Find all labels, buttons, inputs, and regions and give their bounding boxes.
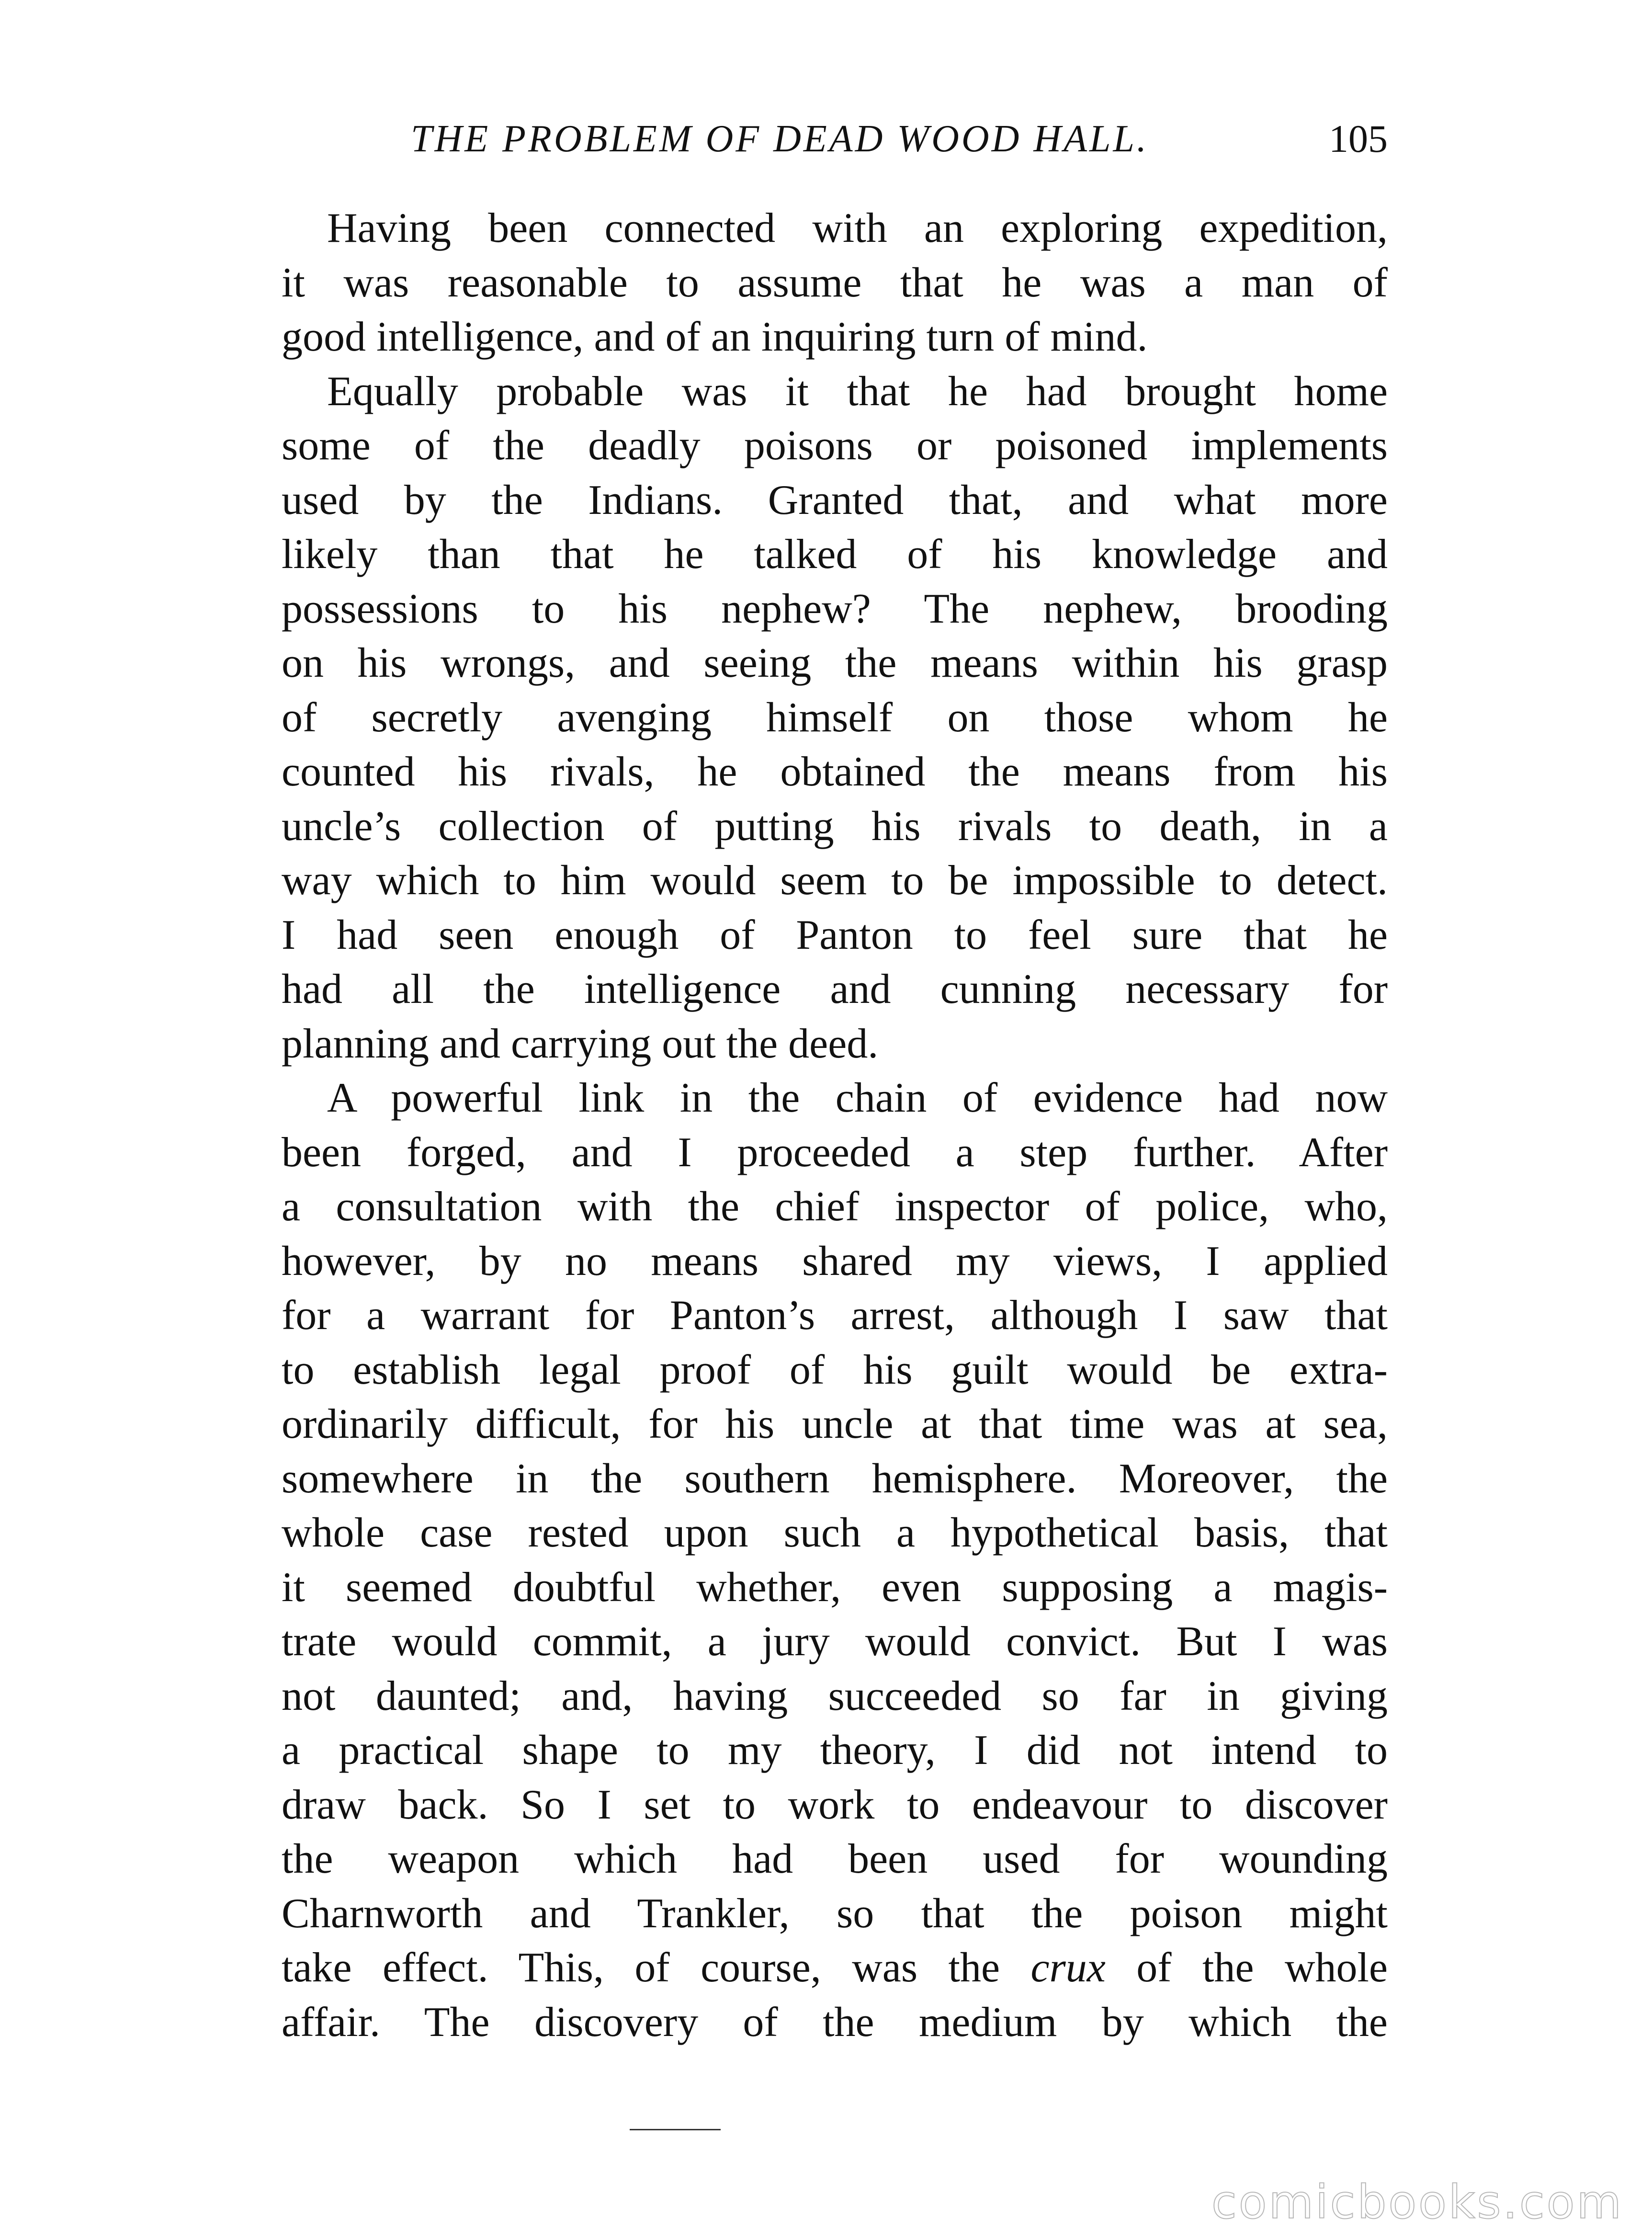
- body-text: [282, 201, 1388, 2049]
- running-head: [282, 115, 1388, 163]
- text-line: likely than that he talked of his knowledge and: [282, 531, 1388, 578]
- text-line: ordinarily difficult, for his uncle at that time was at sea,: [282, 1401, 1388, 1447]
- text-line: the weapon which had been used for wounding: [282, 1836, 1388, 1882]
- text-line: draw back. So I set to work to endeavour to discover: [282, 1781, 1388, 1828]
- text-line: I had seen enough of Panton to feel sure that he: [282, 911, 1388, 958]
- text-line: it was reasonable to assume that he was a man of: [282, 259, 1388, 306]
- text-line: for a warrant for Panton’s arrest, although I saw that: [282, 1292, 1388, 1339]
- text-line: not daunted; and, having succeeded so far in giving: [282, 1672, 1388, 1719]
- text-line: take effect. This, of course, was the crux of the whole: [282, 1945, 1388, 1991]
- text-line: possessions to his nephew? The nephew, brooding: [282, 585, 1388, 632]
- text-line: some of the deadly poisons or poisoned implements: [282, 422, 1388, 469]
- text-line: affair. The discovery of the medium by which the: [282, 1999, 1388, 2046]
- text-line: of secretly avenging himself on those whom he: [282, 694, 1388, 741]
- running-title: THE PROBLEM OF DEAD WOOD HALL.: [411, 118, 1149, 160]
- text-line: to establish legal proof of his guilt would be extra-: [282, 1346, 1388, 1393]
- text-line: it seemed doubtful whether, even supposing a magis-: [282, 1564, 1388, 1611]
- text-line: uncle’s collection of putting his rivals to death, in a: [282, 803, 1388, 850]
- text-line: A powerful link in the chain of evidence had now: [327, 1075, 1388, 1121]
- text-line: had all the intelligence and cunning necessary for: [282, 966, 1388, 1012]
- text-line: counted his rivals, he obtained the means from his: [282, 749, 1388, 795]
- text-line: on his wrongs, and seeing the means within his grasp: [282, 640, 1388, 686]
- text-line: trate would commit, a jury would convict. But I was: [282, 1618, 1388, 1665]
- text-line: however, by no means shared my views, I applied: [282, 1238, 1388, 1285]
- text-line: a consultation with the chief inspector of police, who,: [282, 1183, 1388, 1230]
- text-line: Equally probable was it that he had brought home: [327, 368, 1388, 415]
- text-line: good intelligence, and of an inquiring turn of mind.: [282, 314, 1148, 360]
- text-line: whole case rested upon such a hypothetical basis, that: [282, 1510, 1388, 1556]
- text-line: Having been connected with an exploring expedition,: [327, 205, 1388, 251]
- text-line: been forged, and I proceeded a step further. After: [282, 1129, 1388, 1176]
- text-line: way which to him would seem to be impossible to detect.: [282, 857, 1388, 904]
- text-line: somewhere in the southern hemisphere. Moreover, the: [282, 1455, 1388, 1502]
- text-line: planning and carrying out the deed.: [282, 1020, 879, 1067]
- page-number: 105: [1329, 117, 1388, 160]
- text-line: a practical shape to my theory, I did not intend to: [282, 1727, 1388, 1774]
- text-line: used by the Indians. Granted that, and what more: [282, 477, 1388, 523]
- text-line: Charnworth and Trankler, so that the poison might: [282, 1890, 1388, 1937]
- footer-rule: [630, 2129, 721, 2130]
- watermark: comicbooks.com: [1211, 2175, 1623, 2229]
